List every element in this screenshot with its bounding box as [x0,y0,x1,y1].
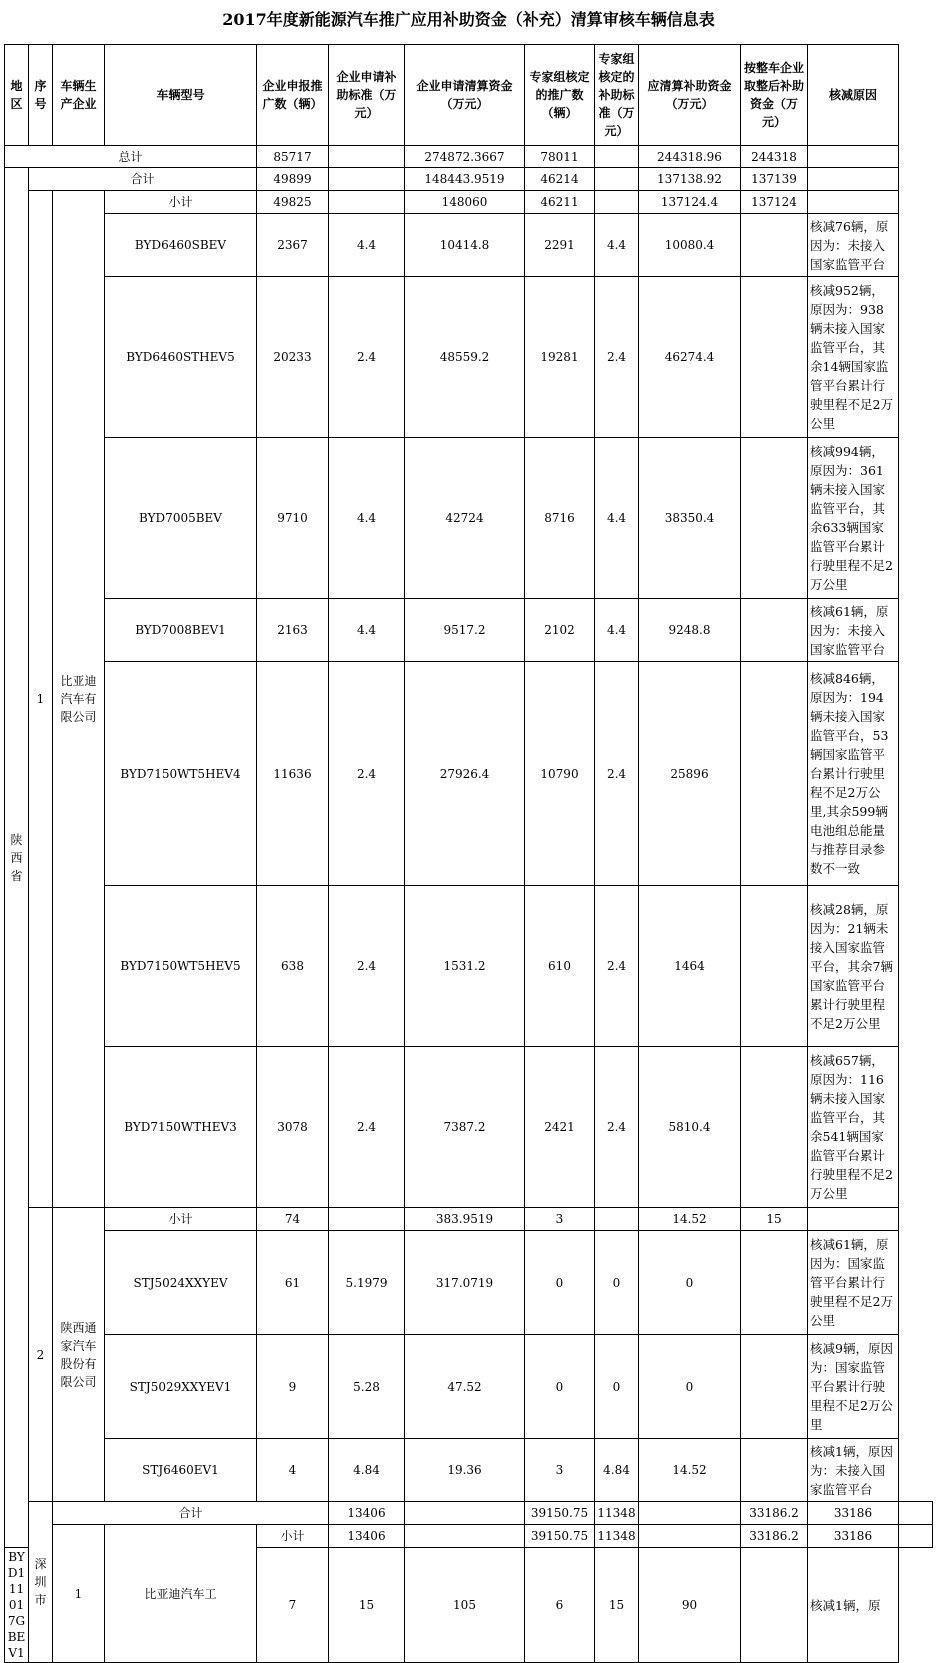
col-header: 企业申请清算资金（万元） [405,45,525,146]
company-name: 陕西通家汽车股份有限公司 [53,1208,105,1502]
subtotal-approved: 46214 [525,168,595,191]
approved-standard: 0 [595,1231,639,1335]
approved-standard: 2.4 [595,277,639,438]
subtotal-label: 小计 [105,1208,257,1231]
vehicle-model: BYD7150WTHEV3 [105,1047,257,1208]
col-header: 按整车企业取整后补助资金（万元） [741,45,808,146]
requested-standard: 5.1979 [329,1231,405,1335]
company-subtotal-row [5,1525,933,1548]
declared-count: 11636 [257,662,329,886]
col-header: 车辆生产企业 [53,45,105,146]
approved-count: 0 [525,1335,595,1439]
company-number: 2 [29,1208,53,1502]
company-number: 1 [53,1525,105,1663]
declared-count: 4 [257,1439,329,1502]
company-subtotal-row [5,1208,933,1231]
subtotal-approved: 46211 [525,191,595,214]
requested-funds: 48559.2 [405,277,525,438]
company-subtotal-row [5,191,933,214]
region-subtotal-row [5,1502,933,1525]
declared-count: 638 [257,886,329,1047]
subtotal-rounded: 33186 [808,1502,899,1525]
vehicle-model: BYD7005BEV [105,438,257,599]
vehicle-model: BYD111017GBEV1 [5,1548,29,1663]
subtotal-requested: 39150.75 [525,1502,595,1525]
col-header: 序号 [29,45,53,146]
requested-standard: 2.4 [329,277,405,438]
approved-count: 3 [525,1439,595,1502]
declared-count: 9710 [257,438,329,599]
region-name: 深圳市 [29,1502,53,1663]
declared-count: 2163 [257,599,329,662]
approved-count: 2421 [525,1047,595,1208]
due-funds: 14.52 [639,1439,741,1502]
approved-count: 19281 [525,277,595,438]
total-declared: 85717 [257,146,329,168]
requested-funds: 27926.4 [405,662,525,886]
declared-count: 20233 [257,277,329,438]
col-header: 企业申报推广数（辆） [257,45,329,146]
reduction-reason: 核减994辆，原因为：361辆未接入国家监管平台，其余633辆国家监管平台累计行驶里程不足2万公里 [808,438,899,599]
subtotal-declared: 49899 [257,168,329,191]
subtotal-declared: 13406 [329,1525,405,1548]
total-row [5,146,933,168]
declared-count: 3078 [257,1047,329,1208]
declared-count: 7 [257,1548,329,1663]
due-funds: 9248.8 [639,599,741,662]
requested-funds: 317.0719 [405,1231,525,1335]
col-header: 核减原因 [808,45,899,146]
requested-funds: 1531.2 [405,886,525,1047]
approved-standard: 2.4 [595,662,639,886]
reduction-reason: 核减61辆，原因为：国家监管平台累计行驶里程不足2万公里 [808,1231,899,1335]
col-header: 车辆型号 [105,45,257,146]
requested-funds: 9517.2 [405,599,525,662]
subtotal-due: 33186.2 [741,1502,808,1525]
col-header: 应清算补助资金（万元） [639,45,741,146]
reduction-reason: 核减846辆，原因为：194辆未接入国家监管平台，53辆国家监管平台累计行驶里程不足2万公里,其余599辆电池组总能量与推荐目录参数不一致 [808,662,899,886]
reduction-reason: 核减28辆，原因为：21辆未接入国家监管平台，其余7辆国家监管平台累计行驶里程不足2万公里 [808,886,899,1047]
due-funds: 0 [639,1231,741,1335]
vehicle-model: STJ6460EV1 [105,1439,257,1502]
requested-standard: 15 [329,1548,405,1663]
requested-funds: 7387.2 [405,1047,525,1208]
subtotal-declared: 13406 [329,1502,405,1525]
vehicle-model: STJ5029XXYEV1 [105,1335,257,1439]
requested-funds: 10414.8 [405,214,525,277]
approved-count: 8716 [525,438,595,599]
subtotal-due: 137138.92 [639,168,741,191]
subtotal-due: 33186.2 [741,1525,808,1548]
company-name: 比亚迪汽车有限公司 [53,191,105,1208]
subtotal-requested: 383.9519 [405,1208,525,1231]
approved-standard: 0 [595,1335,639,1439]
col-header: 企业申请补助标准（万元） [329,45,405,146]
reduction-reason: 核减61辆，原因为：未接入国家监管平台 [808,599,899,662]
requested-funds: 42724 [405,438,525,599]
approved-standard: 4.84 [595,1439,639,1502]
vehicle-model: BYD7150WT5HEV4 [105,662,257,886]
approved-standard: 15 [595,1548,639,1663]
subtotal-declared: 49825 [257,191,329,214]
subtotal-declared: 74 [257,1208,329,1231]
requested-funds: 47.52 [405,1335,525,1439]
table-row [5,599,933,662]
subtotal-label: 合计 [29,168,257,191]
total-due: 244318.96 [639,146,741,168]
subtotal-rounded: 137124 [741,191,808,214]
approved-count: 2102 [525,599,595,662]
subtotal-approved: 11348 [595,1525,639,1548]
col-header: 专家组核定的补助标准（万元） [595,45,639,146]
subtotal-requested: 148443.9519 [405,168,525,191]
approved-standard: 2.4 [595,886,639,1047]
subtotal-requested: 39150.75 [525,1525,595,1548]
total-label: 总计 [5,146,257,168]
requested-standard: 4.4 [329,599,405,662]
approved-standard: 2.4 [595,1047,639,1208]
reduction-reason: 核减9辆，原因为：国家监管平台累计行驶里程不足2万公里 [808,1335,899,1439]
subtotal-approved: 11348 [595,1502,639,1525]
region-subtotal-row [5,168,933,191]
header-row [5,45,933,146]
total-rounded: 244318 [741,146,808,168]
total-requested: 274872.3667 [405,146,525,168]
reduction-reason: 核减952辆，原因为：938辆未接入国家监管平台，其余14辆国家监管平台累计行驶里程不足2万公里 [808,277,899,438]
col-header: 专家组核定的推广数（辆） [525,45,595,146]
requested-standard: 2.4 [329,886,405,1047]
region-name: 陕西省 [5,168,29,1548]
table-row [5,214,933,277]
table-row [5,277,933,438]
requested-standard: 4.4 [329,438,405,599]
subtotal-label: 合计 [53,1502,329,1525]
subtotal-rounded: 33186 [808,1525,899,1548]
subsidy-table [4,44,933,1663]
subtotal-due: 14.52 [639,1208,741,1231]
subtotal-approved: 3 [525,1208,595,1231]
reduction-reason: 核减1辆，原因为：未接入国家监管平台 [808,1439,899,1502]
reduction-reason: 核减657辆，原因为：116辆未接入国家监管平台，其余541辆国家监管平台累计行驶里程不足2万公里 [808,1047,899,1208]
requested-standard: 4.4 [329,214,405,277]
vehicle-model: BYD7150WT5HEV5 [105,886,257,1047]
due-funds: 5810.4 [639,1047,741,1208]
requested-funds: 19.36 [405,1439,525,1502]
declared-count: 61 [257,1231,329,1335]
declared-count: 9 [257,1335,329,1439]
due-funds: 46274.4 [639,277,741,438]
requested-standard: 4.84 [329,1439,405,1502]
requested-funds: 105 [405,1548,525,1663]
total-approved: 78011 [525,146,595,168]
due-funds: 25896 [639,662,741,886]
vehicle-model: STJ5024XXYEV [105,1231,257,1335]
requested-standard: 2.4 [329,662,405,886]
due-funds: 90 [639,1548,741,1663]
approved-standard: 4.4 [595,599,639,662]
due-funds: 38350.4 [639,438,741,599]
table-row [5,1439,933,1502]
approved-standard: 4.4 [595,438,639,599]
subtotal-rounded: 15 [741,1208,808,1231]
vehicle-model: BYD6460SBEV [105,214,257,277]
table-row [5,662,933,886]
subtotal-requested: 148060 [405,191,525,214]
subtotal-label: 小计 [257,1525,329,1548]
reduction-reason: 核减76辆，原因为：未接入国家监管平台 [808,214,899,277]
approved-standard: 4.4 [595,214,639,277]
subtotal-label: 小计 [105,191,257,214]
vehicle-model: BYD7008BEV1 [105,599,257,662]
requested-standard: 5.28 [329,1335,405,1439]
due-funds: 10080.4 [639,214,741,277]
approved-count: 2291 [525,214,595,277]
table-row [5,1047,933,1208]
table-row [5,1335,933,1439]
reduction-reason: 核减1辆，原 [808,1548,899,1663]
requested-standard: 2.4 [329,1047,405,1208]
subtotal-due: 137124.4 [639,191,741,214]
table-row [5,438,933,599]
table-row [5,886,933,1047]
company-name: 比亚迪汽车工 [105,1525,257,1663]
col-header: 地区 [5,45,29,146]
due-funds: 1464 [639,886,741,1047]
table-row [5,1231,933,1335]
approved-count: 610 [525,886,595,1047]
document-title: 2017年度新能源汽车推广应用补助资金（补充）清算审核车辆信息表 [222,10,715,29]
vehicle-model: BYD6460STHEV5 [105,277,257,438]
declared-count: 2367 [257,214,329,277]
approved-count: 10790 [525,662,595,886]
subtotal-rounded: 137139 [741,168,808,191]
approved-count: 6 [525,1548,595,1663]
due-funds: 0 [639,1335,741,1439]
company-number: 1 [29,191,53,1208]
approved-count: 0 [525,1231,595,1335]
